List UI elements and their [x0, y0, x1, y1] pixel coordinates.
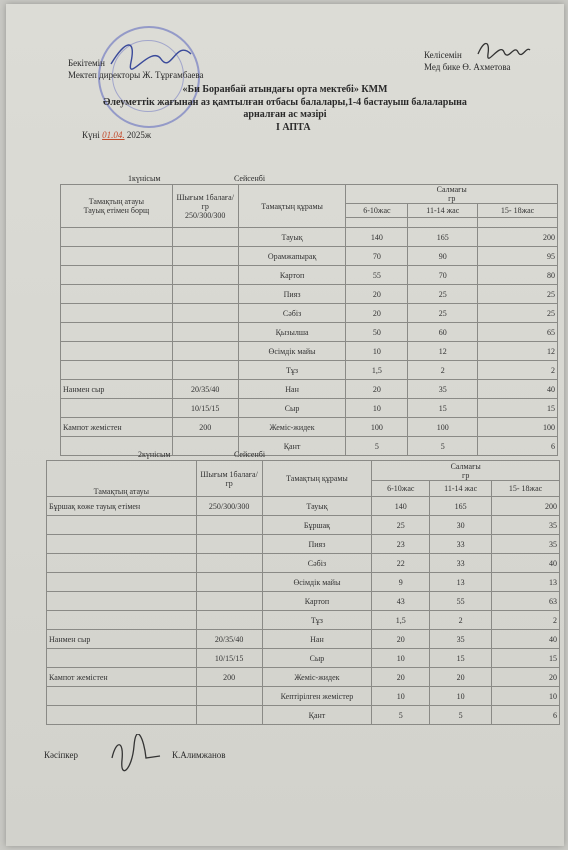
menu-document [6, 4, 564, 846]
table-row [61, 380, 558, 399]
age-header-3: 15- 18жас [492, 481, 560, 497]
dish-output-cell [196, 554, 262, 573]
dish-name-cell: Кампот жемістен [61, 418, 173, 437]
weight-15-18-cell: 13 [492, 573, 560, 592]
date-value: 01.04. [102, 130, 125, 140]
ingredient-cell: Қант [262, 706, 372, 725]
table-row [47, 668, 560, 687]
week-title: I АПТА [276, 122, 311, 133]
day1-weekday: Сейсенбі [234, 174, 266, 183]
dish-name-cell [47, 611, 197, 630]
dish-name-cell: Нанмен сыр [61, 380, 173, 399]
dish-output-cell: 200 [172, 418, 238, 437]
weight-6-10-cell: 43 [372, 592, 430, 611]
weight-11-14-cell: 25 [408, 285, 478, 304]
dish-name-cell [61, 323, 173, 342]
weight-6-10-cell: 1,5 [372, 611, 430, 630]
table-row [61, 323, 558, 342]
table-row [47, 497, 560, 516]
dish-output-cell [172, 437, 238, 456]
table-row [61, 304, 558, 323]
dish-output-cell [196, 611, 262, 630]
weight-15-18-cell: 200 [492, 497, 560, 516]
weight-6-10-cell: 20 [346, 304, 408, 323]
table-row [61, 247, 558, 266]
dish-name-cell [61, 342, 173, 361]
dish-name-cell [47, 554, 197, 573]
table-row [47, 611, 560, 630]
col-output-header: Шығым 1балаға/гр [196, 461, 262, 497]
weight-15-18-cell: 12 [478, 342, 558, 361]
dish-output-cell [196, 516, 262, 535]
table-row [61, 399, 558, 418]
dish-output-cell [172, 285, 238, 304]
agreed-name: Мед бике Ө. Ахметова [424, 62, 511, 72]
col-weight-header: Салмағы гр [346, 185, 558, 204]
day1-label: 1күнісым [128, 174, 161, 183]
weight-6-10-cell: 5 [346, 437, 408, 456]
agreed-label: Келісемін [424, 50, 462, 60]
ingredient-cell: Орамжапырақ [238, 247, 346, 266]
dish-name-cell [61, 247, 173, 266]
ingredient-cell: Өсімдік майы [238, 342, 346, 361]
table-row [61, 361, 558, 380]
table-row [61, 437, 558, 456]
age-header-3: 15- 18жас [478, 204, 558, 218]
weight-11-14-cell: 13 [430, 573, 492, 592]
weight-11-14-cell: 60 [408, 323, 478, 342]
weight-6-10-cell: 140 [346, 228, 408, 247]
weight-11-14-cell: 30 [430, 516, 492, 535]
weight-6-10-cell: 10 [372, 649, 430, 668]
weight-11-14-cell: 165 [430, 497, 492, 516]
weight-6-10-cell: 1,5 [346, 361, 408, 380]
dish-output-cell [172, 228, 238, 247]
weight-11-14-cell: 2 [408, 361, 478, 380]
day2-table [46, 460, 560, 725]
date-prefix: Күні [82, 130, 100, 140]
ingredient-cell: Пияз [262, 535, 372, 554]
table-row [61, 285, 558, 304]
ingredient-cell: Нан [238, 380, 346, 399]
col-weight-header: Салмағы гр [372, 461, 560, 481]
weight-6-10-cell: 20 [372, 630, 430, 649]
dish-name-cell [47, 706, 197, 725]
dish-name-cell [47, 649, 197, 668]
dish-output-cell: 200 [196, 668, 262, 687]
dish-name-cell [61, 228, 173, 247]
weight-6-10-cell: 10 [346, 342, 408, 361]
col-name-header: Тамақтың атауы Тауық етімен борщ [61, 185, 173, 228]
table-row [47, 592, 560, 611]
ingredient-cell: Сыр [262, 649, 372, 668]
dish-output-cell: 10/15/15 [196, 649, 262, 668]
dish-name-cell [47, 535, 197, 554]
weight-11-14-cell: 35 [430, 630, 492, 649]
weight-15-18-cell: 40 [492, 554, 560, 573]
table-row [61, 228, 558, 247]
weight-15-18-cell: 20 [492, 668, 560, 687]
menu-subtitle-1: Әлеуметтік жағынан аз қамтылған отбасы балалары,1-4 бастауыш балаларына [103, 97, 467, 108]
ingredient-cell: Тұз [238, 361, 346, 380]
weight-6-10-cell: 10 [346, 399, 408, 418]
dish-output-cell [196, 592, 262, 611]
weight-15-18-cell: 63 [492, 592, 560, 611]
date-line [82, 130, 151, 140]
weight-6-10-cell: 55 [346, 266, 408, 285]
school-title: «Би Боранбай атындағы орта мектебі» КММ [182, 84, 388, 95]
dish-output-cell [172, 247, 238, 266]
weight-11-14-cell: 100 [408, 418, 478, 437]
weight-15-18-cell: 10 [492, 687, 560, 706]
dish-output-cell [196, 687, 262, 706]
ingredient-cell: Жеміс-жидек [262, 668, 372, 687]
col-output-header: Шығым 1балаға/гр 250/300/300 [172, 185, 238, 228]
weight-15-18-cell: 35 [492, 535, 560, 554]
weight-15-18-cell: 2 [492, 611, 560, 630]
table-row [61, 342, 558, 361]
ingredient-cell: Сәбіз [262, 554, 372, 573]
weight-15-18-cell: 80 [478, 266, 558, 285]
weight-11-14-cell: 15 [430, 649, 492, 668]
director-signature [106, 34, 196, 74]
weight-11-14-cell: 55 [430, 592, 492, 611]
weight-11-14-cell: 70 [408, 266, 478, 285]
day2-label: 2күнісым [138, 450, 171, 459]
approved-label: Бекітемін [68, 58, 105, 68]
ingredient-cell: Нан [262, 630, 372, 649]
dish-name-cell [47, 573, 197, 592]
weight-6-10-cell: 70 [346, 247, 408, 266]
dish-name-cell [47, 687, 197, 706]
dish-name-cell [47, 592, 197, 611]
weight-11-14-cell: 12 [408, 342, 478, 361]
date-suffix: 2025ж [126, 130, 152, 140]
age-header-2: 11-14 жас [408, 204, 478, 218]
weight-15-18-cell: 6 [492, 706, 560, 725]
weight-15-18-cell: 25 [478, 285, 558, 304]
weight-15-18-cell: 65 [478, 323, 558, 342]
table-row [61, 266, 558, 285]
table-row [47, 649, 560, 668]
weight-15-18-cell: 15 [492, 649, 560, 668]
dish-output-cell: 20/35/40 [196, 630, 262, 649]
dish-output-cell: 10/15/15 [172, 399, 238, 418]
weight-15-18-cell: 40 [478, 380, 558, 399]
dish-output-cell [196, 535, 262, 554]
ingredient-cell: Кептірілген жемістер [262, 687, 372, 706]
dish-output-cell [172, 266, 238, 285]
ingredient-cell: Тауық [238, 228, 346, 247]
dish-output-cell: 250/300/300 [196, 497, 262, 516]
weight-15-18-cell: 15 [478, 399, 558, 418]
weight-11-14-cell: 10 [430, 687, 492, 706]
weight-6-10-cell: 5 [372, 706, 430, 725]
ingredient-cell: Тауық [262, 497, 372, 516]
dish-name-cell: Кампот жемістен [47, 668, 197, 687]
weight-15-18-cell: 25 [478, 304, 558, 323]
weight-6-10-cell: 10 [372, 687, 430, 706]
day2-weekday: Сейсенбі [234, 450, 266, 459]
weight-6-10-cell: 50 [346, 323, 408, 342]
dish-output-cell [172, 361, 238, 380]
dish-name-cell: Нанмен сыр [47, 630, 197, 649]
dish-name-cell [61, 361, 173, 380]
weight-6-10-cell: 9 [372, 573, 430, 592]
ingredient-cell: Сәбіз [238, 304, 346, 323]
table-row [47, 516, 560, 535]
weight-15-18-cell: 6 [478, 437, 558, 456]
col-composition-header: Тамақтың құрамы [238, 185, 346, 228]
age-header-1: 6-10жас [372, 481, 430, 497]
age-header-2: 11-14 жас [430, 481, 492, 497]
dish-output-cell [172, 342, 238, 361]
weight-15-18-cell: 200 [478, 228, 558, 247]
ingredient-cell: Сыр [238, 399, 346, 418]
dish-name-cell [47, 516, 197, 535]
table-row [47, 630, 560, 649]
dish-output-cell [196, 573, 262, 592]
dish-name-cell: Бұршақ көже тауық етімен [47, 497, 197, 516]
menu-subtitle-2: арналған ас мәзірі [243, 109, 327, 120]
weight-15-18-cell: 100 [478, 418, 558, 437]
ingredient-cell: Жеміс-жидек [238, 418, 346, 437]
ingredient-cell: Тұз [262, 611, 372, 630]
table-row [47, 687, 560, 706]
dish-name-cell [61, 399, 173, 418]
age-header-1: 6-10жас [346, 204, 408, 218]
dish-output-cell: 20/35/40 [172, 380, 238, 399]
weight-6-10-cell: 20 [346, 285, 408, 304]
table-row [47, 706, 560, 725]
dish-name-cell [61, 266, 173, 285]
weight-6-10-cell: 25 [372, 516, 430, 535]
dish-output-cell [172, 323, 238, 342]
ingredient-cell: Пияз [238, 285, 346, 304]
weight-11-14-cell: 15 [408, 399, 478, 418]
footer-role: Кәсіпкер [44, 750, 78, 760]
ingredient-cell: Картоп [238, 266, 346, 285]
entrepreneur-signature [104, 734, 164, 774]
col-name-header: Тамақтың атауы [47, 461, 197, 497]
weight-11-14-cell: 20 [430, 668, 492, 687]
weight-11-14-cell: 90 [408, 247, 478, 266]
table-row [47, 554, 560, 573]
weight-11-14-cell: 2 [430, 611, 492, 630]
table-row [47, 573, 560, 592]
ingredient-cell: Өсімдік майы [262, 573, 372, 592]
footer-name: К.Алимжанов [172, 750, 226, 760]
weight-15-18-cell: 95 [478, 247, 558, 266]
weight-15-18-cell: 40 [492, 630, 560, 649]
nurse-signature [474, 38, 534, 60]
table-row [47, 535, 560, 554]
weight-15-18-cell: 2 [478, 361, 558, 380]
ingredient-cell: Қант [238, 437, 346, 456]
ingredient-cell: Қызылша [238, 323, 346, 342]
day1-table [60, 184, 558, 456]
weight-15-18-cell: 35 [492, 516, 560, 535]
weight-6-10-cell: 22 [372, 554, 430, 573]
col-composition-header: Тамақтың құрамы [262, 461, 372, 497]
dish-name-cell [61, 304, 173, 323]
dish-name-cell [61, 285, 173, 304]
dish-output-cell [172, 304, 238, 323]
weight-6-10-cell: 23 [372, 535, 430, 554]
weight-6-10-cell: 20 [372, 668, 430, 687]
weight-11-14-cell: 35 [408, 380, 478, 399]
weight-11-14-cell: 33 [430, 554, 492, 573]
weight-11-14-cell: 165 [408, 228, 478, 247]
weight-11-14-cell: 33 [430, 535, 492, 554]
ingredient-cell: Картоп [262, 592, 372, 611]
weight-6-10-cell: 140 [372, 497, 430, 516]
weight-11-14-cell: 5 [430, 706, 492, 725]
weight-6-10-cell: 100 [346, 418, 408, 437]
weight-11-14-cell: 25 [408, 304, 478, 323]
table-row [61, 418, 558, 437]
weight-11-14-cell: 5 [408, 437, 478, 456]
dish-output-cell [196, 706, 262, 725]
weight-6-10-cell: 20 [346, 380, 408, 399]
ingredient-cell: Бұршақ [262, 516, 372, 535]
approved-name: Мектеп директоры Ж. Тұрғамбаева [68, 70, 204, 80]
